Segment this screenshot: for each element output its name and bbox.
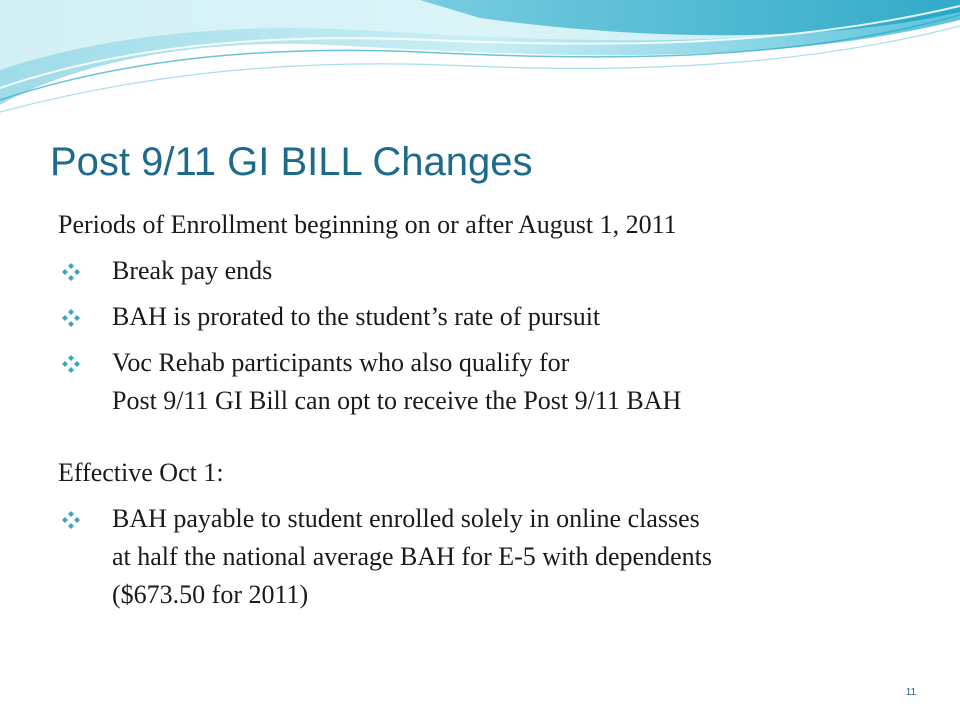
bullet-item — [58, 344, 938, 420]
four-diamond-bullet-icon — [62, 511, 80, 529]
bullet-item — [58, 500, 938, 614]
bullet-item — [58, 298, 938, 336]
page-number: 11 — [905, 687, 917, 698]
section2-heading: Effective Oct 1: — [58, 458, 224, 487]
slide-title: Post 9/11 GI BILL Changes — [50, 140, 533, 184]
header-wave-decoration — [0, 0, 960, 130]
bullet-text: BAH is prorated to the student’s rate of pursuit — [112, 302, 601, 331]
bullet-text-line: BAH payable to student enrolled solely in online classes — [112, 504, 700, 533]
bullet-item — [58, 252, 938, 290]
spacer — [58, 428, 938, 454]
section1-heading: Periods of Enrollment beginning on or after August 1, 2011 — [58, 210, 677, 239]
bullet-text-line: ($673.50 for 2011) — [112, 580, 309, 609]
bullet-text-line: Voc Rehab participants who also qualify for — [112, 348, 570, 377]
slide-body — [58, 206, 938, 622]
four-diamond-bullet-icon — [62, 309, 80, 327]
bullet-text-line: Post 9/11 GI Bill can opt to receive the Post 9/11 BAH — [112, 386, 682, 415]
four-diamond-bullet-icon — [62, 355, 80, 373]
bullet-text-line: at half the national average BAH for E-5 with dependents — [112, 542, 712, 571]
four-diamond-bullet-icon — [62, 263, 80, 281]
bullet-text: Break pay ends — [112, 256, 273, 285]
